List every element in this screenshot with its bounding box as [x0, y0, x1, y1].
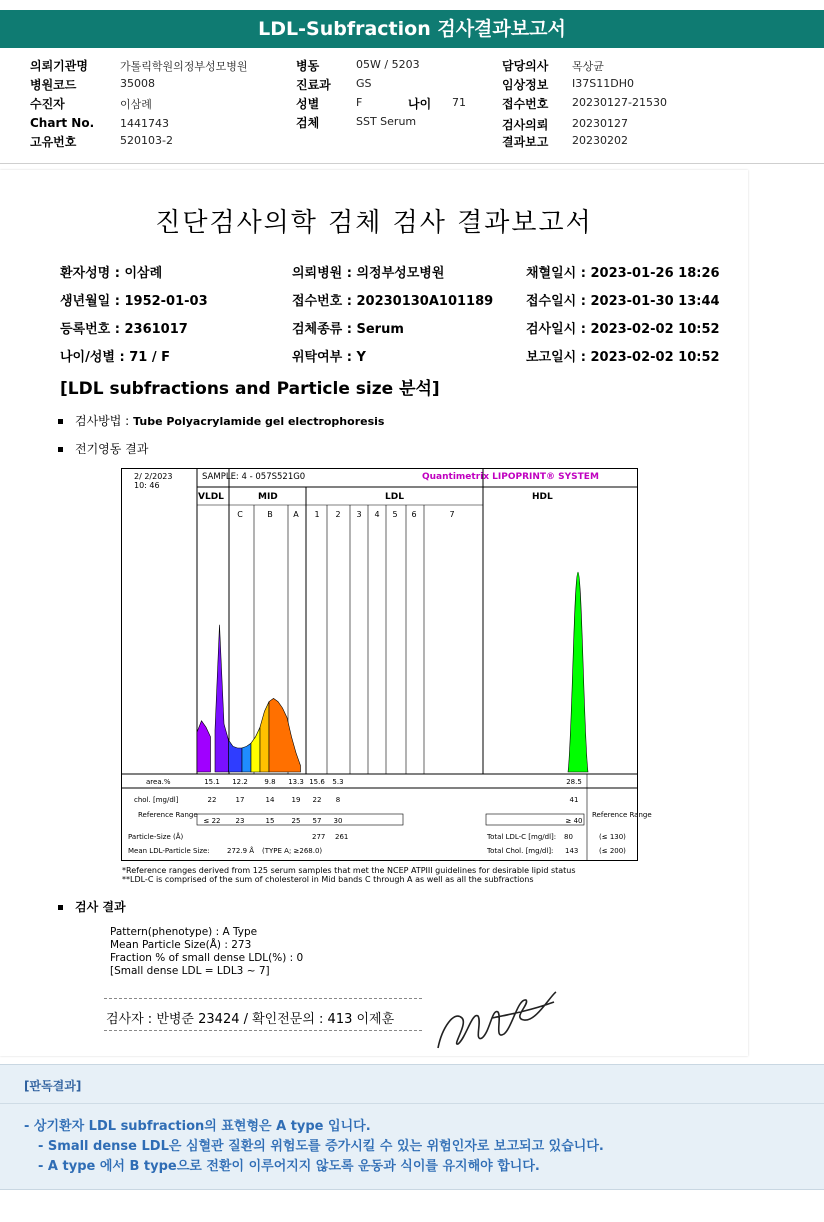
info-value: 가톨릭학원의정부성모병원 [120, 60, 248, 73]
info-label: 병원코드 [30, 78, 77, 92]
result-bullet [58, 898, 126, 915]
band-label: 4 [374, 510, 380, 519]
scanned-report [0, 170, 748, 1056]
info-value: 71 [452, 96, 466, 109]
info-value: 35008 [120, 77, 155, 90]
profile-band-area [269, 698, 301, 772]
band-label: 2 [335, 510, 341, 519]
band-label: 6 [411, 510, 417, 519]
chol-value: 19 [291, 796, 301, 804]
chol-label: chol. [mg/dl] [134, 796, 179, 804]
lipoprint-svg [122, 469, 652, 860]
profile-band-area [260, 702, 269, 772]
method-bullet [58, 412, 384, 429]
info-label: 병동 [296, 59, 320, 73]
info-value: 이삼례 [120, 98, 152, 111]
info-value: I37S11DH0 [572, 77, 634, 90]
patient-field: 의뢰병원 : 의정부성모병원 [292, 266, 445, 281]
result-line: [Small dense LDL = LDL3 ~ 7] [110, 965, 270, 977]
info-label: 진료과 [296, 78, 331, 92]
total-ldl-ref: (≤ 130) [599, 833, 626, 841]
info-label: 검사의뢰 [502, 118, 549, 132]
band-label: B [267, 510, 273, 519]
electro-bullet [58, 440, 148, 457]
profile-band-area [251, 727, 260, 772]
patient-field: 접수일시 : 2023-01-30 13:44 [526, 294, 720, 309]
electro-label: 전기영동 결과 [75, 442, 149, 456]
patient-field: 등록번호 : 2361017 [60, 322, 188, 337]
result-text [110, 926, 303, 978]
ref-value: 23 [235, 817, 245, 825]
mean-label: Mean LDL-Particle Size: [128, 847, 210, 855]
result-line: Mean Particle Size(Å) : 273 [110, 939, 252, 951]
bullet-icon [58, 447, 63, 452]
interpretation-heading: [판독결과] [24, 1079, 82, 1093]
group-label: LDL [385, 492, 404, 502]
total-ldl-value: 80 [564, 833, 573, 841]
chart-time: 10: 46 [134, 481, 160, 490]
patient-field: 나이/성별 : 71 / F [60, 350, 171, 365]
bullet-icon [58, 905, 63, 910]
profile-layer [197, 572, 588, 772]
info-label: 검체 [296, 116, 320, 130]
sign-divider [104, 998, 422, 999]
ref-value: 25 [291, 817, 301, 825]
ref-value: ≤ 22 [203, 817, 221, 825]
bullet-icon [58, 419, 63, 424]
patient-field: 환자성명 : 이삼례 [60, 266, 163, 281]
particle-label: Particle-Size (Å) [128, 833, 184, 841]
ref-hdl: ≥ 40 [565, 817, 583, 825]
method-value: Tube Polyacrylamide gel electrophoresis [133, 415, 385, 428]
patient-field: 위탁여부 : Y [292, 350, 366, 365]
info-label: 접수번호 [502, 97, 549, 111]
report-header: LDL-Subfraction 검사결과보고서 [0, 10, 824, 48]
patient-field: 검사일시 : 2023-02-02 10:52 [526, 322, 720, 337]
band-label: A [293, 510, 299, 519]
mean-value: 272.9 Å [227, 847, 255, 855]
patient-field: 채혈일시 : 2023-01-26 18:26 [526, 266, 720, 281]
area-value: 5.3 [332, 778, 344, 786]
particle-value: 261 [335, 833, 349, 841]
ref-value: 30 [333, 817, 343, 825]
patient-field: 접수번호 : 20230130A101189 [292, 294, 494, 309]
chart-footnote: *Reference ranges derived from 125 serum samples that met the NCEP ATPIII guidelines for desirable lipid status [122, 866, 576, 875]
band-label: C [237, 510, 243, 519]
info-value: 05W / 5203 [356, 58, 420, 71]
result-line: Pattern(phenotype) : A Type [110, 926, 258, 938]
chol-hdl: 41 [569, 796, 579, 804]
chol-value: 22 [207, 796, 217, 804]
info-label: Chart No. [30, 116, 95, 130]
chart-date: 2/ 2/2023 [134, 472, 173, 481]
hdl-peak [568, 572, 588, 772]
interpretation-divider [0, 1103, 824, 1104]
area-value: 12.2 [232, 778, 248, 786]
profile-band-area [197, 721, 211, 772]
info-label: 고유번호 [30, 135, 77, 149]
info-label: 성별 [296, 97, 320, 111]
info-value: 목상균 [572, 60, 604, 73]
total-chol-ref: (≤ 200) [599, 847, 626, 855]
info-value: F [356, 96, 363, 109]
total-ldl-label: Total LDL-C [mg/dl]: [487, 833, 557, 841]
info-label: 의뢰기관명 [30, 59, 88, 73]
result-line: Fraction % of small dense LDL(%) : 0 [110, 952, 304, 964]
area-value: 13.3 [288, 778, 304, 786]
patient-field: 검체종류 : Serum [292, 322, 404, 337]
patient-field: 보고일시 : 2023-02-02 10:52 [526, 350, 720, 365]
band-label: 7 [449, 510, 455, 519]
chart-sample: SAMPLE: 4 - 057S521G0 [202, 472, 306, 482]
result-label: 검사 결과 [75, 900, 126, 914]
system-label: Quantimetrix LIPOPRINT® SYSTEM [422, 472, 599, 482]
chol-value: 22 [312, 796, 322, 804]
info-value: 20230127-21530 [572, 96, 667, 109]
info-label: 나이 [408, 97, 432, 111]
info-label: 수진자 [30, 97, 65, 111]
ref-value: 57 [312, 817, 322, 825]
info-value: 20230202 [572, 134, 628, 147]
table-values [204, 778, 583, 825]
info-value: 1441743 [120, 117, 169, 130]
ref-value: 15 [265, 817, 275, 825]
area-value: 15.6 [309, 778, 325, 786]
patient-field: 생년월일 : 1952-01-03 [60, 294, 208, 309]
area-label: area.% [146, 778, 171, 786]
area-value: 9.8 [264, 778, 276, 786]
info-value: 20230127 [572, 117, 628, 130]
profile-band-area [242, 743, 251, 772]
chol-value: 14 [265, 796, 275, 804]
section-title: [LDL subfractions and Particle size 분석] [60, 379, 440, 399]
band-label: 3 [356, 510, 362, 519]
mean-type: (TYPE A; ≥268.0) [262, 847, 323, 855]
info-value: GS [356, 77, 372, 90]
group-label: VLDL [198, 492, 224, 502]
area-hdl: 28.5 [566, 778, 582, 786]
ref-right-label: Reference Range [592, 811, 652, 819]
info-value: SST Serum [356, 115, 417, 128]
group-label: MID [258, 492, 278, 502]
chol-value: 17 [235, 796, 245, 804]
interpretation-panel [0, 1064, 824, 1190]
method-label: 검사방법 : [75, 414, 130, 428]
info-label: 담당의사 [502, 59, 549, 73]
interpretation-line: - 상기환자 LDL subfraction의 표현형은 A type 입니다. [24, 1119, 371, 1134]
info-value: 520103-2 [120, 134, 173, 147]
chol-value: 8 [335, 796, 341, 804]
area-value: 15.1 [204, 778, 220, 786]
report-title: 진단검사의학 검체 검사 결과보고서 [155, 208, 593, 238]
band-labels [237, 510, 454, 519]
info-label: 결과보고 [502, 135, 549, 149]
chart-footnote: **LDL-C is comprised of the sum of cholesterol in Mid bands C through A as well as all the subfractions [122, 875, 534, 884]
ref-label: Reference Range [138, 811, 198, 819]
total-chol-value: 143 [565, 847, 579, 855]
profile-band-area [229, 740, 243, 772]
sign-divider [104, 1030, 422, 1031]
signer-line: 검사자 : 반병준 23424 / 확인전문의 : 413 이제훈 [106, 1012, 395, 1027]
lipoprint-chart [121, 468, 652, 861]
band-label: 5 [392, 510, 398, 519]
signature-image [432, 988, 562, 1058]
group-label: HDL [532, 492, 553, 502]
profile-band-area [215, 625, 229, 772]
info-label: 임상정보 [502, 78, 549, 92]
particle-value: 277 [312, 833, 326, 841]
request-info-grid [0, 52, 824, 164]
band-label: 1 [314, 510, 320, 519]
interpretation-line: - A type 에서 B type으로 전환이 이루어지지 않도록 운동과 식이를 유지해야 합니다. [38, 1159, 540, 1174]
total-chol-label: Total Chol. [mg/dl]: [487, 847, 554, 855]
interpretation-line: - Small dense LDL은 심혈관 질환의 위험도를 증가시킬 수 있는 위험인자로 보고되고 있습니다. [38, 1139, 604, 1154]
